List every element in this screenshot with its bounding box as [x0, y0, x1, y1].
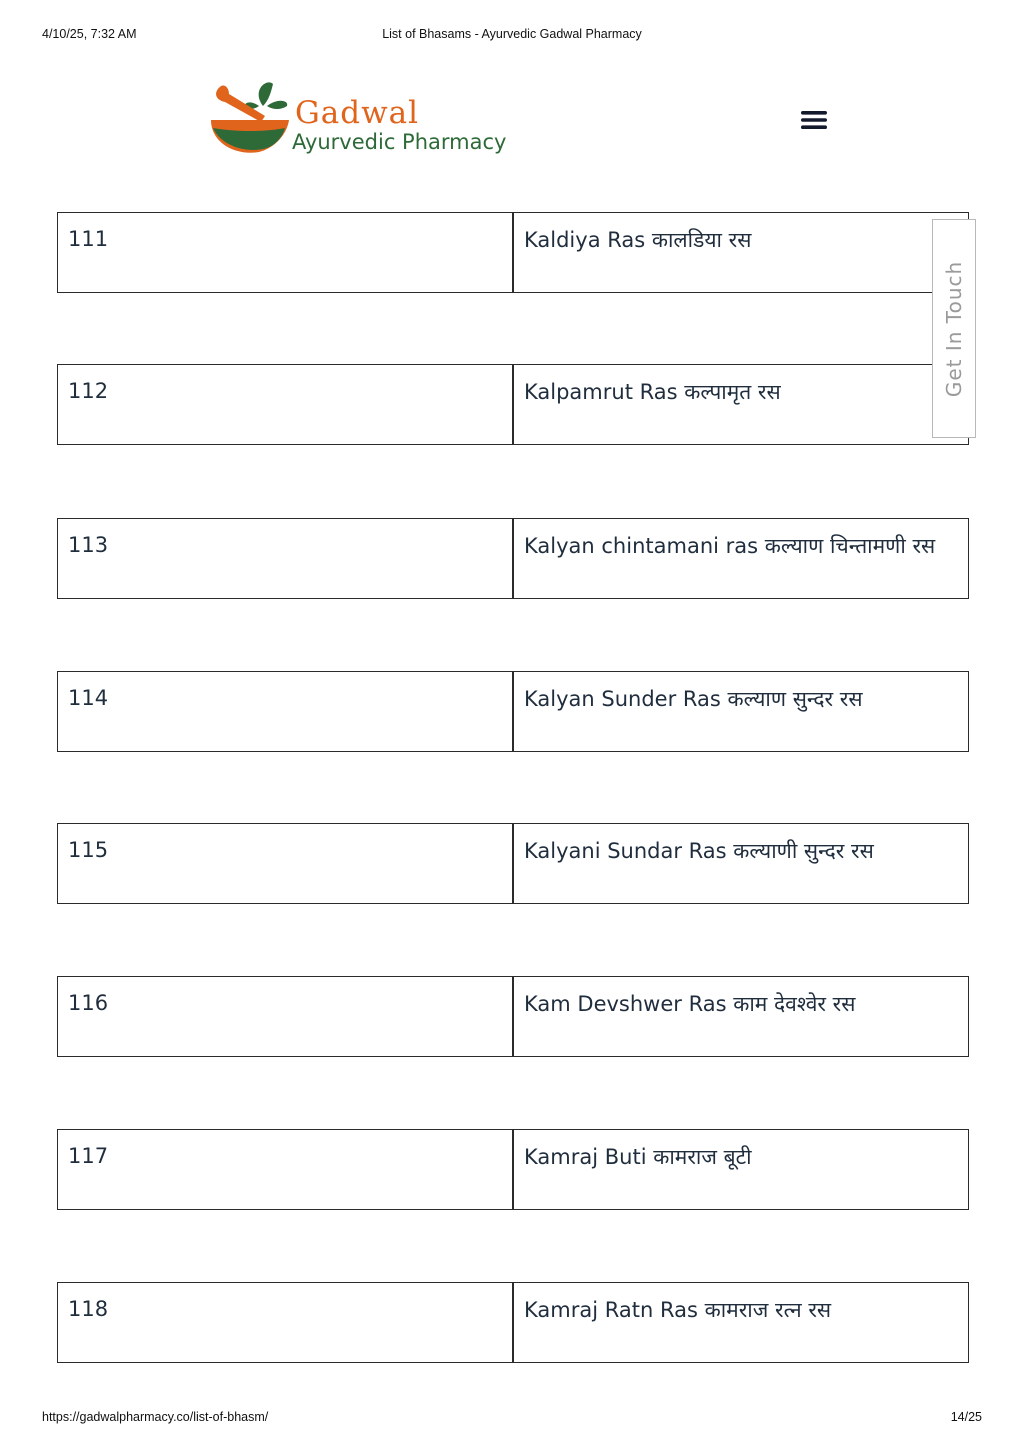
table-row — [57, 518, 969, 599]
print-url: https://gadwalpharmacy.co/list-of-bhasm/ — [42, 1410, 269, 1424]
row-number: 115 — [58, 824, 514, 903]
table-row — [57, 1282, 969, 1363]
mortar-pestle-icon — [207, 76, 295, 158]
print-page-title: List of Bhasams - Ayurvedic Gadwal Pharmacy — [382, 27, 642, 41]
row-number: 112 — [58, 365, 514, 444]
row-number: 113 — [58, 519, 514, 598]
brand-subtitle: Ayurvedic Pharmacy — [292, 130, 507, 154]
row-number: 114 — [58, 672, 514, 751]
row-name: Kaldiya Ras कालडिया रस — [524, 228, 752, 252]
row-number: 111 — [58, 213, 514, 292]
print-page-number: 14/25 — [950, 1410, 982, 1424]
row-name: Kamraj Ratn Ras कामराज रत्न रस — [524, 1298, 832, 1322]
brand-name: Gadwal — [295, 95, 420, 131]
site-logo[interactable] — [207, 76, 517, 160]
row-number: 116 — [58, 977, 514, 1056]
table-row — [57, 823, 969, 904]
row-number: 117 — [58, 1130, 514, 1209]
print-footer — [0, 1410, 1024, 1426]
table-row — [57, 976, 969, 1057]
row-name: Kam Devshwer Ras काम देवश्वेर रस — [524, 992, 856, 1016]
table-row — [57, 1129, 969, 1210]
row-name: Kalyani Sundar Ras कल्याणी सुन्दर रस — [524, 839, 874, 863]
table-row — [57, 671, 969, 752]
row-name: Kalpamrut Ras कल्पामृत रस — [524, 380, 781, 404]
get-in-touch-tab[interactable] — [932, 219, 976, 438]
print-datetime: 4/10/25, 7:32 AM — [42, 27, 137, 41]
table-row — [57, 212, 969, 293]
row-number: 118 — [58, 1283, 514, 1362]
hamburger-menu-icon[interactable] — [797, 106, 831, 134]
print-header — [0, 27, 1024, 43]
table-row — [57, 364, 969, 445]
row-name: Kalyan chintamani ras कल्याण चिन्तामणी रस — [524, 534, 936, 558]
get-in-touch-label: Get In Touch — [942, 260, 966, 397]
row-name: Kalyan Sunder Ras कल्याण सुन्दर रस — [524, 687, 863, 711]
row-name: Kamraj Buti कामराज बूटी — [524, 1145, 752, 1169]
